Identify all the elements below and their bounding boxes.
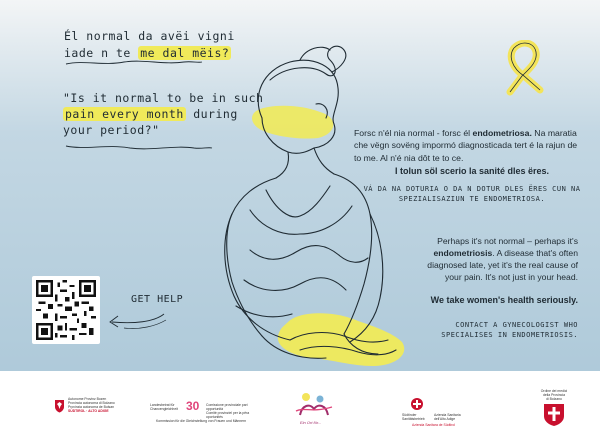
yellow-blob-head: [252, 106, 333, 139]
logo-commission-l1: Landesbeirat für Chancengleichheit: [150, 403, 178, 411]
logo-health-l5: Azienda Sanitara de Südtirol: [412, 423, 455, 427]
logo-medical-l2: della Provincia: [542, 393, 566, 397]
logo-commission-badge: 30: [186, 399, 200, 413]
logo-province[interactable]: [54, 397, 134, 427]
question-english-line2-post: during: [185, 107, 238, 121]
logo-province-l2: Provincia autonoma di Bolzano: [68, 401, 115, 405]
english-paragraph-bold: endometriosis: [433, 248, 493, 258]
logo-health-l2: Sanitätsbetrieb: [402, 417, 425, 421]
english-paragraph: [412, 235, 578, 283]
qr-code[interactable]: [32, 276, 100, 344]
underline-squiggle: [64, 58, 204, 68]
english-paragraph-post: . A disease that's often diagnosed late, yet it's the real cause of your pain. It's not just in your head.: [427, 248, 578, 282]
question-english-line2: [63, 106, 263, 122]
question-english-highlight: pain every month: [65, 107, 184, 121]
logo-commission-l4: Kommission für die Gleichstellung von Frauen und Männern: [156, 419, 247, 423]
figures-icon: [292, 389, 338, 419]
question-english-line1: "Is it normal to be in such: [63, 91, 264, 105]
logo-commission-l2: Comissione provinciale pari opportunità: [206, 403, 248, 411]
ladin-paragraph-pre: Forsc n'él nia normal - forsc él: [354, 128, 473, 138]
logo-association-caption: Ein Ort für...: [300, 420, 322, 425]
health-service-icon: [410, 397, 424, 411]
question-english-line3: your period?": [63, 123, 160, 137]
get-help-label: GET HELP: [131, 294, 184, 305]
logo-medical-l1: Ordine dei medici: [540, 389, 568, 393]
logo-province-l3: Provinzia autonoma de Bulsan: [68, 405, 114, 409]
logo-health-l1: Südtiroler: [402, 413, 417, 417]
logo-health-service[interactable]: [402, 397, 482, 429]
ribbon-icon: [484, 40, 574, 100]
logo-province-l1: Autonome Provinz Bozen: [68, 397, 107, 401]
question-ladin-highlight: me dal mëis?: [140, 46, 230, 60]
underline-squiggle-2: [64, 142, 214, 152]
medical-shield-icon: [543, 403, 565, 427]
logo-association[interactable]: [292, 389, 342, 429]
english-emphasis: We take women's health seriously.: [430, 295, 578, 305]
ladin-paragraph: [354, 127, 584, 164]
logo-commission-l3: Comitè provinziel per la pêra oportunités: [206, 411, 250, 419]
english-cta: CONTACT A GYNECOLOGIST WHO SPECIALISES IN ENDOMETRIOSIS.: [441, 321, 578, 339]
logo-health-l3: Azienda Sanitaria: [434, 413, 461, 417]
ladin-paragraph-bold: endometriosa.: [472, 128, 532, 138]
ladin-emphasis: I tolun söl scerio la sanité dles ëres.: [394, 166, 550, 176]
question-ladin-line2-pre: iade n te: [64, 46, 139, 60]
yellow-blob-hands: [278, 313, 404, 366]
eagle-shield-icon: [54, 399, 65, 413]
question-english: [63, 90, 263, 138]
arrow-icon: [100, 300, 170, 330]
logo-medical-l3: di Bolzano: [546, 397, 562, 401]
ladin-paragraph-post: Na maratia che vëgn sovëng impormó diagnosticada tert é la rajun de to me. Al n'é nia dôt te to ce.: [354, 128, 578, 163]
english-paragraph-pre: Perhaps it's not normal – perhaps it's: [437, 236, 578, 246]
ladin-cta: VÁ DA NA DOTURIA O DA N DOTUR DLES ËRES CUN NA SPEZIALISAZIUN TE ENDOMETRIOSA.: [363, 185, 581, 203]
qr-code-icon: [36, 280, 96, 340]
logo-medical-order[interactable]: [534, 389, 574, 433]
logo-commission[interactable]: [150, 397, 260, 429]
footer-logos: [0, 371, 600, 440]
question-ladin: [64, 28, 235, 62]
question-ladin-line1: Él normal da avëi vigni: [64, 29, 235, 43]
logo-health-l4: dell'Alto Adige: [434, 417, 456, 421]
logo-province-l4: SÜDTIROL · ALTO ADIGE: [68, 409, 109, 413]
